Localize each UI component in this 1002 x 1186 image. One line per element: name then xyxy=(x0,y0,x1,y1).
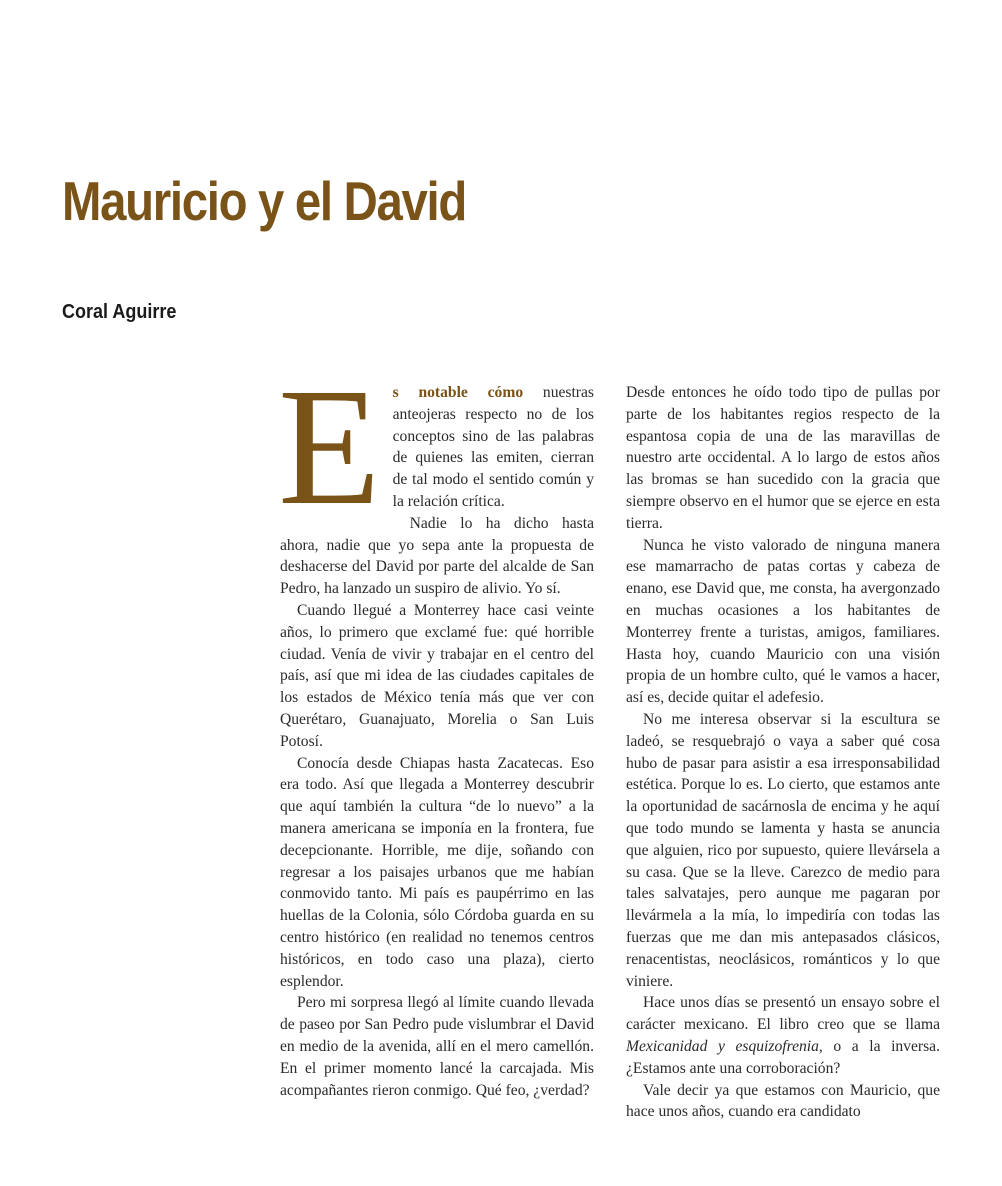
paragraph-7: Nunca he visto valorado de ninguna manera ese mamarracho de patas cortas y cabeza de enano, ese David que, me consta, ha avergonzado en muchas ocasiones a los habitantes de Monterrey frente a turistas, amigos, familiares. Hasta hoy, cuando Mauricio con una visión propia de un hombre culto, qué le vamos a hacer, así es, decide quitar el adefesio. xyxy=(626,536,940,707)
paragraph-4: Conocía desde Chiapas hasta Zacatecas. Eso era todo. Así que llegada a Monterrey descubrir que aquí también la cultura “de lo nuevo” a la manera americana se imponía en la frontera, fue decepcionante. Horrible, me dije, soñando con regresar a los paisajes urbanos que me habían conmovido tanto. Mi país es paupérrimo en las huellas de la Colonia, sólo Córdoba guarda en su centro histórico (en realidad no tenemos centros históricos, en todo caso una plaza), cierto esplendor. xyxy=(280,754,594,990)
paragraph-8: No me interesa observar si la escultura se ladeó, se resquebrajó o vaya a saber qué cosa hubo de pasar para asistir a esa irresponsabilidad estética. Porque lo es. Lo cierto, que estamos ante la oportunidad de sacárnosla de encima y he aquí que todo mundo se lamenta y hasta se anuncia que alguien, rico por supuesto, quiere llevársela a su casa. Que se la lleve. Carezco de medio para tales salvatajes, pero aunque me pagaran por llevármela a la mía, lo impediría con todas las fuerzas que me dan mis antepasados clásicos, renacentistas, neoclásicos, románticos y lo que viniere. xyxy=(626,710,940,990)
paragraph-10: Vale decir ya que estamos con Mauricio, que hace unos años, cuando era candidato xyxy=(626,1081,940,1121)
lead-in: s notable cómo xyxy=(392,384,524,401)
paragraph-9 xyxy=(626,992,940,1079)
author-byline: Coral Aguirre xyxy=(62,301,177,323)
paragraph-5: Pero mi sorpresa llegó al límite cuando llevada de paseo por San Pedro pude vislumbrar el David en medio de la avenida, allí en el mero camellón. En el primer momento lancé la carcajada. Mis acompañantes rieron conmigo. Qué feo, ¿verdad? xyxy=(280,994,594,1099)
book-title: Mexicanidad y esquizofrenia xyxy=(626,1037,819,1055)
paragraph-9-text-b: , o a la inversa. ¿Estamos ante una corroboración? xyxy=(626,1037,940,1077)
paragraph-3: Cuando llegué a Monterrey hace casi veinte años, lo primero que exclamé fue: qué horrible ciudad. Venía de vivir y trabajar en el centro del país, así que mi idea de las ciudades capitales de los estados de México tenía más que ver con Querétaro, Guanajuato, Morelia o San Luis Potosí. xyxy=(280,601,594,750)
paragraph-6: Desde entonces he oído todo tipo de pullas por parte de los habitantes regios respecto de la espantosa copia de una de las maravillas de nuestro arte occidental. A lo largo de estos años las bromas se han sucedido con la gracia que siempre observo en el humor que se ejerce en esta tierra. xyxy=(626,384,940,532)
paragraph-9-text-a: Hace unos días se presentó un ensayo sobre el carácter mexicano. El libro creo que se llama xyxy=(626,994,940,1034)
paragraph-2: Nadie lo ha dicho hasta ahora, nadie que yo sepa ante la propuesta de deshacerse del David por parte del alcalde de San Pedro, ha lanzado un suspiro de alivio. Yo sí. xyxy=(280,514,594,598)
text-column-left xyxy=(278,354,594,1101)
drop-cap: E xyxy=(278,354,381,540)
text-column-right xyxy=(626,382,940,1123)
article-title: Mauricio y el David xyxy=(62,170,466,232)
paragraph-1-text: nuestras anteojeras respecto no de los conceptos sino de las palabras de quienes las emiten, cierran de tal modo el sentido común y la relación crítica. xyxy=(392,384,594,510)
paragraph-1 xyxy=(278,354,594,540)
